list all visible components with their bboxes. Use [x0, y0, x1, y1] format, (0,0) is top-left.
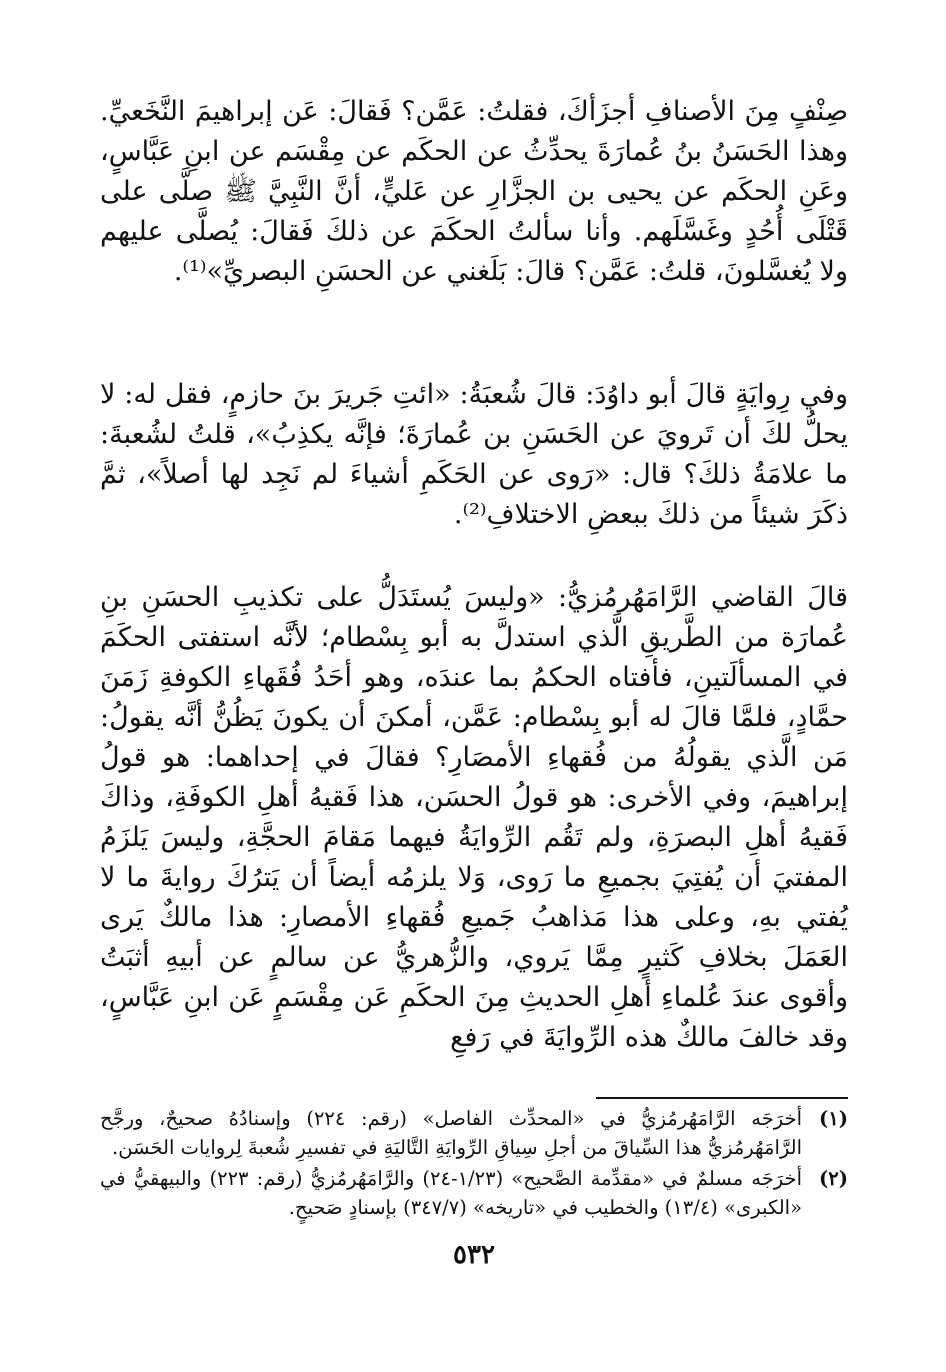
footnote-2-text: أخرَجَه مسلمٌ في «مقدِّمة الصَّحيح» (١/٢٣-٢٤) والرَّامَهُرمُزيُّ (رقم: ٢٢٣) والبيهقيُّ في «الكبرى» (١٣/٤) والخطيب في «تاريخه» (٣٤٧/٧) بإسنادٍ صَحيحٍ.: [100, 1167, 803, 1219]
book-page: [100, 0, 848, 1372]
footnotes: [100, 1104, 848, 1224]
footnote-1-number: (١): [819, 1107, 848, 1130]
footnote-2-number: (٢): [819, 1167, 848, 1190]
footnote-1: [100, 1104, 848, 1162]
page-number: ٥٣٢: [453, 1240, 495, 1270]
body-paragraph-2: وفي رِوايَةٍ قالَ أبو داوُدَ: قالَ شُعبَةُ: «ائتِ جَريرَ بنَ حازمٍ، فقل له: لا يحلُّ لكَ أن تَرويَ عن الحَسَنِ بن عُمارَةَ؛ فإنَّه يكذِبُ»، قلتُ لشُعبةَ: ما علامَةُ ذلكَ؟ قال: «رَوى عن الحَكَمِ أشياءَ لم نَجِد لها أصلاً»، ثمَّ ذكَرَ شيئاً من ذلكَ ببعضِ الاختلافِ⁽²⁾.: [100, 379, 848, 530]
footnote-divider: [596, 1097, 848, 1099]
body-paragraph-1: صِنْفٍ مِنَ الأصنافِ أجزَأكَ، فقلتُ: عَمَّن؟ فَقالَ: عَن إبراهيمَ النَّخَعيِّ. وهذا الحَسَنُ بنُ عُمارَةَ يحدِّثُ عن الحكَم عن مِقْسَم عن ابنِ عَبَّاسٍ، وعَنِ الحكَم عن يحيى بن الجزَّارِ عن عَليٍّ، أنَّ النَّبِيَّ ﷺ صلَّى على قَتْلَى أُحُدٍ وغَسَّلَهم. وأنا سألتُ الحكَمَ عن ذلكَ فَقالَ: يُصلَّى عليهم ولا يُغسَّلونَ، قلتُ: عَمَّن؟ قالَ: بَلَغني عن الحسَنِ البصريِّ»⁽¹⁾.: [100, 96, 848, 287]
footnote-1-text: أخرَجَه الرَّامَهُرمُزيُّ في «المحدِّث الفاصل» (رقم: ٢٢٤) وإسنادُهُ صحيحٌ، ورجَّح الرَّامَهُرمُزيُّ هذا السِّياقَ من أجلِ سِياقِ الرِّوايَةِ التَّاليَةِ في تفسيرِ شُعبةَ لِروايات الحَسَن.: [100, 1107, 802, 1159]
footnote-2: [100, 1164, 848, 1222]
body-paragraph-3: قالَ القاضي الرَّامَهُرمُزيُّ: «وليسَ يُستَدَلُّ على تكذيبِ الحسَنِ بنِ عُمارَة من الطَّريقِ الَّذي استدلَّ به أبو بِسْطام؛ لأنَّه استفتى الحكَمَ في المسألَتينِ، فأفتاه الحكمُ بما عندَه، وهو أحَدُ فُقَهاءِ الكوفةِ زَمَنَ حمَّادٍ، فلمَّا قالَ له أبو بِسْطام: عَمَّن، أمكنَ أن يكونَ يَظُنُّ أنَّه يقولُ: مَن الَّذي يقولُهُ من فُقهاءِ الأمصَارِ؟ فقالَ في إحداهما: هو قولُ إبراهيمَ، وفي الأخرى: هو قولُ الحسَن، هذا فَقيهُ أهلِ الكوفَةِ، وذاكَ فَقيهُ أهلِ البصرَةِ، ولم تَقُم الرِّوايَةُ فيهما مَقامَ الحجَّةِ، وليسَ يَلزَمُ المفتيَ أن يُفتِيَ بجميعِ ما رَوى، وَلا يلزمُه أيضاً أن يَترُكَ روايةَ ما لا يُفتي بهِ، وعلى هذا مَذاهبُ جَميعِ فُقهاءِ الأمصارِ: هذا مالكٌ يَرى العَمَلَ بخلافِ كَثيرٍ مِمَّا يَروي، والزُّهريُّ عن سالمٍ عن أبيهِ أثبَتُ وأقوى عندَ عُلماءِ أهلِ الحديثِ مِنَ الحكَمِ عَن مِقْسَمٍ عَن ابنِ عَبَّاسٍ، وقد خالفَ مالكٌ هذه الرِّوايَةَ في رَفعِ: [100, 582, 848, 1053]
